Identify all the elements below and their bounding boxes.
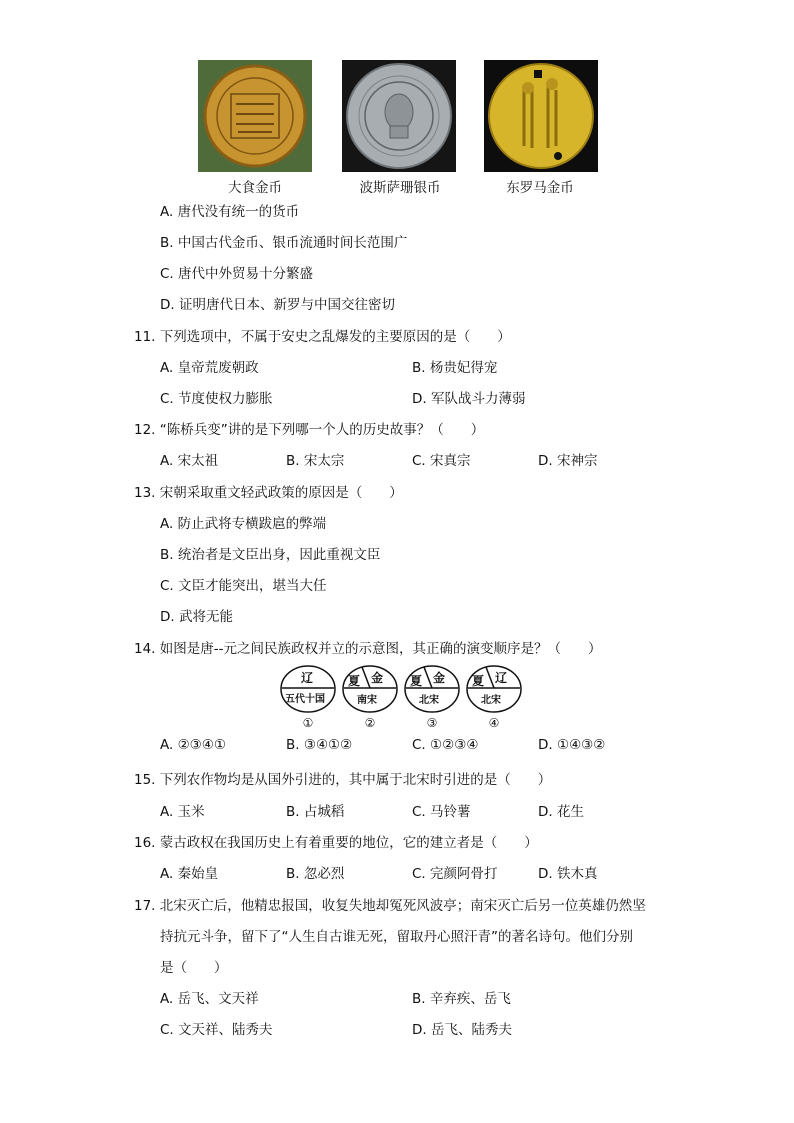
q11-option-d: D. 军队战斗力薄弱 [412,391,526,407]
gold-coin-icon [484,60,598,172]
q16-stem: 16. 蒙古政权在我国历史上有着重要的地位，它的建立者是（ ） [134,835,538,851]
q11-stem: 11. 下列选项中，不属于安史之乱爆发的主要原因的是（ ） [134,329,511,345]
q15-stem: 15. 下列农作物均是从国外引进的，其中属于北宋时引进的是（ ） [134,772,552,788]
diagram-label-top: 辽 [301,671,314,685]
q13-option-d: D. 武将无能 [160,609,233,625]
coin-image-sasan [342,60,456,172]
q11-option-c: C. 节度使权力膨胀 [160,391,273,407]
diagram-label-bottom: 南宋 [357,695,377,706]
q11-option-a: A. 皇帝荒废朝政 [160,360,259,376]
diagram-label-bottom: 北宋 [419,695,439,706]
q13-option-b: B. 统治者是文臣出身，因此重视文臣 [160,547,381,563]
q12-option-a: A. 宋太祖 [160,453,219,469]
q10-option-b: B. 中国古代金币、银币流通时间长范围广 [160,235,408,251]
diagram-number: ④ [488,716,500,730]
diagram-number: ③ [426,716,438,730]
q17-stem-line-3: 是（ ） [160,960,228,976]
q17-stem-line-1: 17. 北宋灭亡后，他精忠报国，收复失地却冤死风波亭；南宋灭亡后另一位英雄仍然坚 [134,898,646,914]
q17-option-b: B. 辛弃疾、岳飞 [412,991,511,1007]
q14-option-c: C. ①②③④ [412,737,479,753]
q13-option-a: A. 防止武将专横跋扈的弊端 [160,516,327,532]
q12-option-c: C. 宋真宗 [412,453,471,469]
diagram-label-top-right: 金 [371,671,384,685]
q17-option-a: A. 岳飞、文天祥 [160,991,259,1007]
q17-option-c: C. 文天祥、陆秀夫 [160,1022,273,1038]
coin-caption: 东罗马金币 [506,180,574,196]
coin-image-dashi [198,60,312,172]
q11-option-b: B. 杨贵妃得宠 [412,360,498,376]
diagram-label-top-right: 金 [433,671,446,685]
q15-option-c: C. 马铃薯 [412,804,471,820]
q15-option-d: D. 花生 [538,804,584,820]
q12-option-b: B. 宋太宗 [286,453,345,469]
q14-option-a: A. ②③④① [160,737,226,753]
q10-option-d: D. 证明唐代日本、新罗与中国交往密切 [160,297,395,313]
q13-stem: 13. 宋朝采取重文轻武政策的原因是（ ） [134,485,403,501]
q14-stem: 14. 如图是唐--元之间民族政权并立的示意图，其正确的演变顺序是？（ ） [134,641,602,657]
q16-option-b: B. 忽必烈 [286,866,345,882]
q15-option-b: B. 占城稻 [286,804,345,820]
q16-option-a: A. 秦始皇 [160,866,219,882]
q16-option-c: C. 完颜阿骨打 [412,866,498,882]
q17-option-d: D. 岳飞、陆秀夫 [412,1022,512,1038]
diagram-number: ① [302,716,314,730]
q14-option-b: B. ③④①② [286,737,353,753]
coin-caption: 大食金币 [228,180,282,196]
gold-coin-icon [198,60,312,172]
diagram-label-top-left: 夏 [348,674,361,688]
q13-option-c: C. 文臣才能突出，堪当大任 [160,578,327,594]
diagram-number: ② [364,716,376,730]
silver-coin-icon [342,60,456,172]
q12-stem: 12. “陈桥兵变”讲的是下列哪一个人的历史故事？（ ） [134,422,485,438]
q17-stem-line-2: 持抗元斗争，留下了“人生自古谁无死，留取丹心照汗青”的著名诗句。他们分别 [160,929,633,945]
q16-option-d: D. 铁木真 [538,866,598,882]
diagram-label-top-left: 夏 [410,674,423,688]
q10-option-c: C. 唐代中外贸易十分繁盛 [160,266,314,282]
coin-caption: 波斯萨珊银币 [359,180,441,196]
q10-option-a: A. 唐代没有统一的货币 [160,204,300,220]
diagram-label-top-left: 夏 [472,674,485,688]
q15-option-a: A. 玉米 [160,804,205,820]
q12-option-d: D. 宋神宗 [538,453,598,469]
diagram-label-top-right: 辽 [495,671,508,685]
q14-option-d: D. ①④③② [538,737,606,753]
coin-image-byzantine [484,60,598,172]
diagram-label-bottom: 五代十国 [285,694,325,705]
diagram-label-bottom: 北宋 [481,695,501,706]
